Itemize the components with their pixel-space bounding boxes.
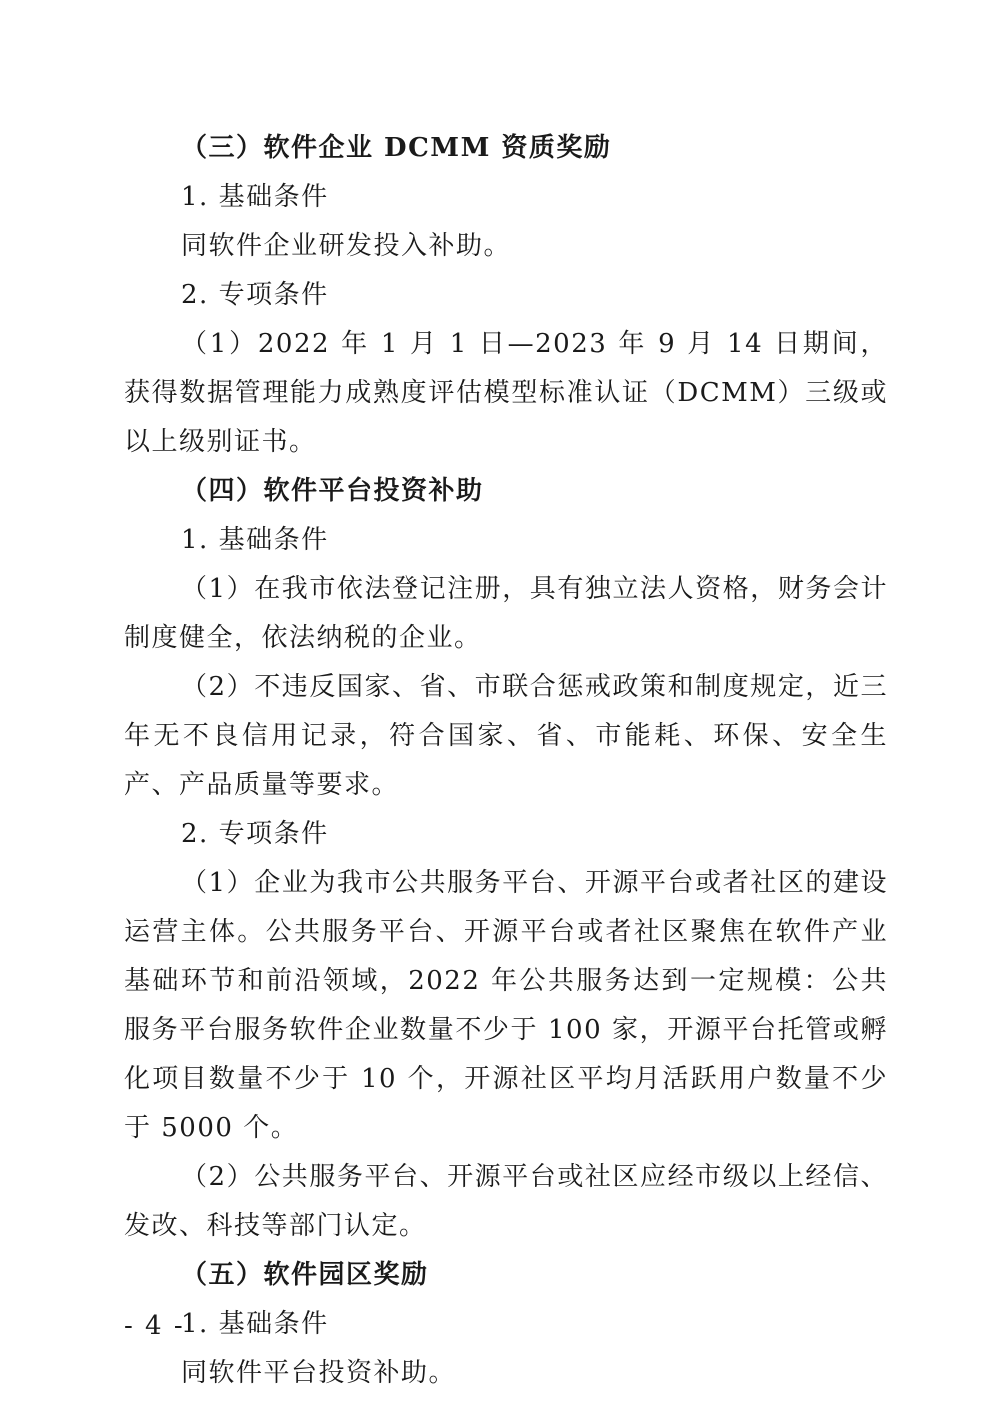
section-heading-5: （五）软件园区奖励 <box>181 1260 429 1290</box>
paragraph: 同软件企业研发投入补助。 <box>181 231 512 261</box>
paragraph: 同软件平台投资补助。 <box>181 1358 457 1388</box>
paragraph: （1）2022 年 1 月 1 日—2023 年 9 月 14 日期间，获得数据管理能力成熟度评估模型标准认证（DCMM）三级或以上级别证书。 <box>124 329 888 457</box>
paragraph: （1）在我市依法登记注册，具有独立法人资格，财务会计制度健全，依法纳税的企业。 <box>124 574 888 653</box>
subheading-basic-conditions: 1. 基础条件 <box>181 525 329 555</box>
paragraph: （2）公共服务平台、开源平台或社区应经市级以上经信、发改、科技等部门认定。 <box>124 1162 888 1241</box>
subheading-special-conditions: 2. 专项条件 <box>181 819 329 849</box>
page-number: - 4 - <box>124 1311 185 1341</box>
subheading-special-conditions: 2. 专项条件 <box>181 280 329 310</box>
section-heading-3: （三）软件企业 DCMM 资质奖励 <box>181 133 612 163</box>
paragraph: （2）不违反国家、省、市联合惩戒政策和制度规定，近三年无不良信用记录，符合国家、省、市能耗、环保、安全生产、产品质量等要求。 <box>124 672 888 800</box>
subheading-basic-conditions: 1. 基础条件 <box>181 182 329 212</box>
paragraph: （1）企业为我市公共服务平台、开源平台或者社区的建设运营主体。公共服务平台、开源平台或者社区聚焦在软件产业基础环节和前沿领域，2022 年公共服务达到一定规模：公共服务平台服务软件企业数量不少于 100 家，开源平台托管或孵化项目数量不少于 10 个，开源社区平均月活跃用户数量不少于 5000 个。 <box>124 868 888 1143</box>
document-body <box>124 124 888 1398</box>
subheading-basic-conditions: 1. 基础条件 <box>181 1309 329 1339</box>
section-heading-4: （四）软件平台投资补助 <box>181 476 484 506</box>
